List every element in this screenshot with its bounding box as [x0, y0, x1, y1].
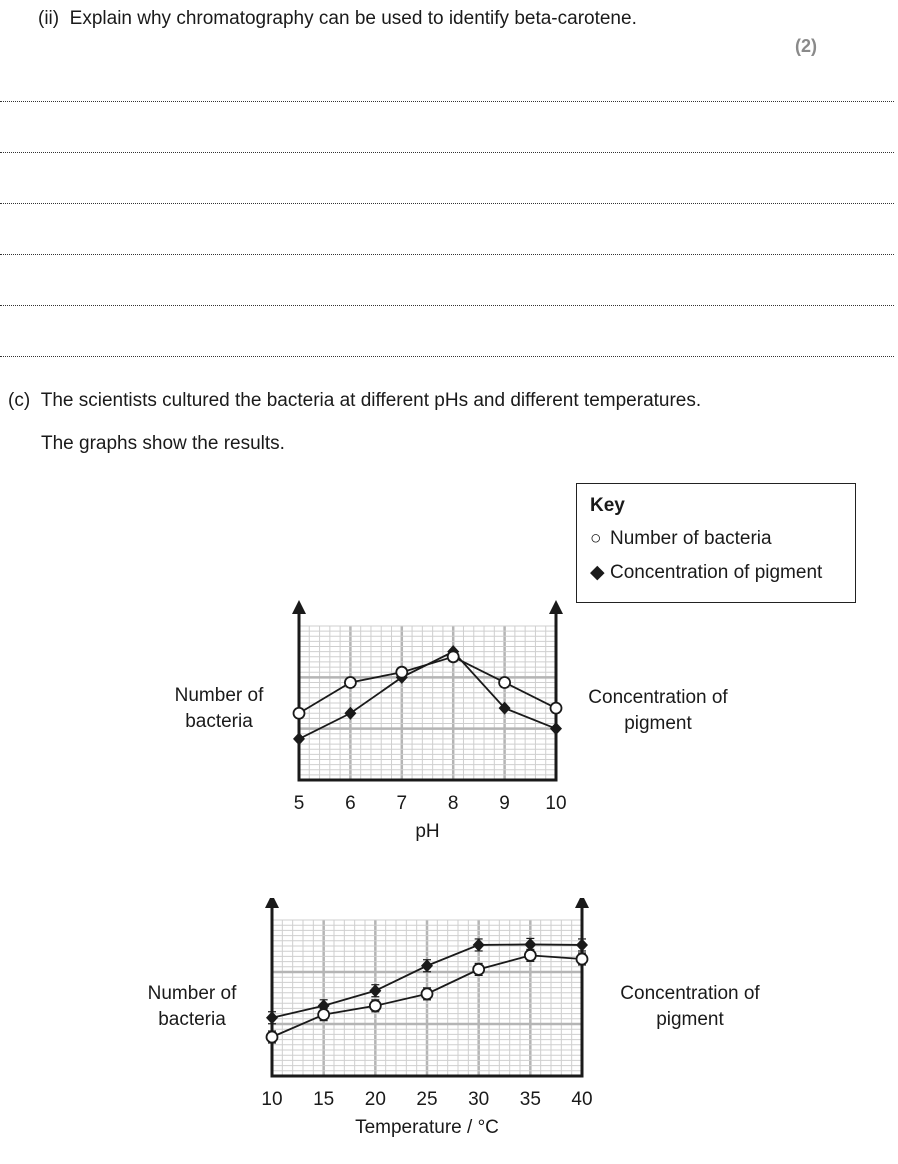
bacteria-data-point [396, 667, 407, 678]
bacteria-data-point [577, 954, 588, 965]
x-tick-label: 10 [261, 1089, 283, 1110]
up-arrow-icon [265, 898, 279, 908]
answer-line[interactable] [0, 254, 894, 255]
x-tick-label: 7 [396, 793, 408, 814]
x-tick-label: 10 [545, 793, 567, 814]
question-c [8, 390, 701, 412]
bacteria-data-point [551, 703, 562, 714]
pigment-data-point [369, 984, 381, 997]
chart-key [576, 483, 856, 603]
x-axis-title: Temperature / °C [355, 1117, 499, 1138]
answer-line[interactable] [0, 305, 894, 306]
chart2-left-axis-label: Number of bacteria [147, 983, 237, 1030]
x-tick-label: 9 [499, 793, 510, 814]
x-tick-label: 25 [416, 1089, 438, 1110]
chart1-left-axis-label: Number of bacteria [174, 685, 264, 732]
bacteria-data-point [525, 950, 536, 961]
up-arrow-icon [575, 898, 589, 908]
bacteria-data-point [267, 1032, 278, 1043]
open-circle-icon: ○ [590, 528, 602, 549]
pigment-data-point [293, 732, 305, 745]
answer-line[interactable] [0, 101, 894, 102]
chart1-right-axis-label: Concentration of pigment [588, 687, 728, 734]
bacteria-data-point [345, 677, 356, 688]
filled-diamond-icon: ◆ [590, 562, 605, 583]
up-arrow-icon [549, 600, 563, 614]
bacteria-data-point [422, 988, 433, 999]
ph-chart [270, 600, 590, 850]
pigment-data-point [344, 707, 356, 720]
key-item-bacteria [590, 528, 772, 550]
bacteria-data-point [499, 677, 510, 688]
x-tick-label: 15 [313, 1089, 335, 1110]
x-tick-label: 35 [519, 1089, 541, 1110]
question-c-subtext: The graphs show the results. [41, 433, 285, 454]
bacteria-data-point [318, 1009, 329, 1020]
answer-line[interactable] [0, 356, 894, 357]
question-c-number: (c) [8, 390, 31, 411]
bacteria-data-point [294, 708, 305, 719]
answer-line[interactable] [0, 203, 894, 204]
key-title: Key [590, 495, 625, 516]
x-tick-label: 30 [468, 1089, 490, 1110]
x-tick-label: 8 [447, 793, 459, 814]
up-arrow-icon [292, 600, 306, 614]
key-item-pigment [590, 561, 822, 584]
question-ii-number: (ii) [38, 8, 60, 29]
bacteria-data-point [370, 1000, 381, 1011]
question-c-text: The scientists cultured the bacteria at different pHs and different temperatures. [40, 390, 702, 411]
bacteria-series-line [299, 657, 556, 713]
x-tick-label: 40 [571, 1089, 593, 1110]
temperature-chart [240, 898, 620, 1148]
marks-label: (2) [795, 36, 817, 56]
chart2-right-axis-label: Concentration of pigment [620, 983, 760, 1030]
question-ii [38, 8, 637, 30]
x-tick-label: 6 [345, 793, 356, 814]
pigment-data-point [550, 722, 562, 735]
answer-line[interactable] [0, 152, 894, 153]
question-ii-text: Explain why chromatography can be used to identify beta-carotene. [69, 8, 637, 29]
key-item-label: Number of bacteria [610, 528, 772, 549]
bacteria-data-point [473, 964, 484, 975]
x-tick-label: 20 [364, 1089, 386, 1110]
x-tick-label: 5 [293, 793, 305, 814]
bacteria-data-point [448, 651, 459, 662]
x-axis-title: pH [415, 821, 440, 842]
key-item-label: Concentration of pigment [610, 562, 823, 583]
